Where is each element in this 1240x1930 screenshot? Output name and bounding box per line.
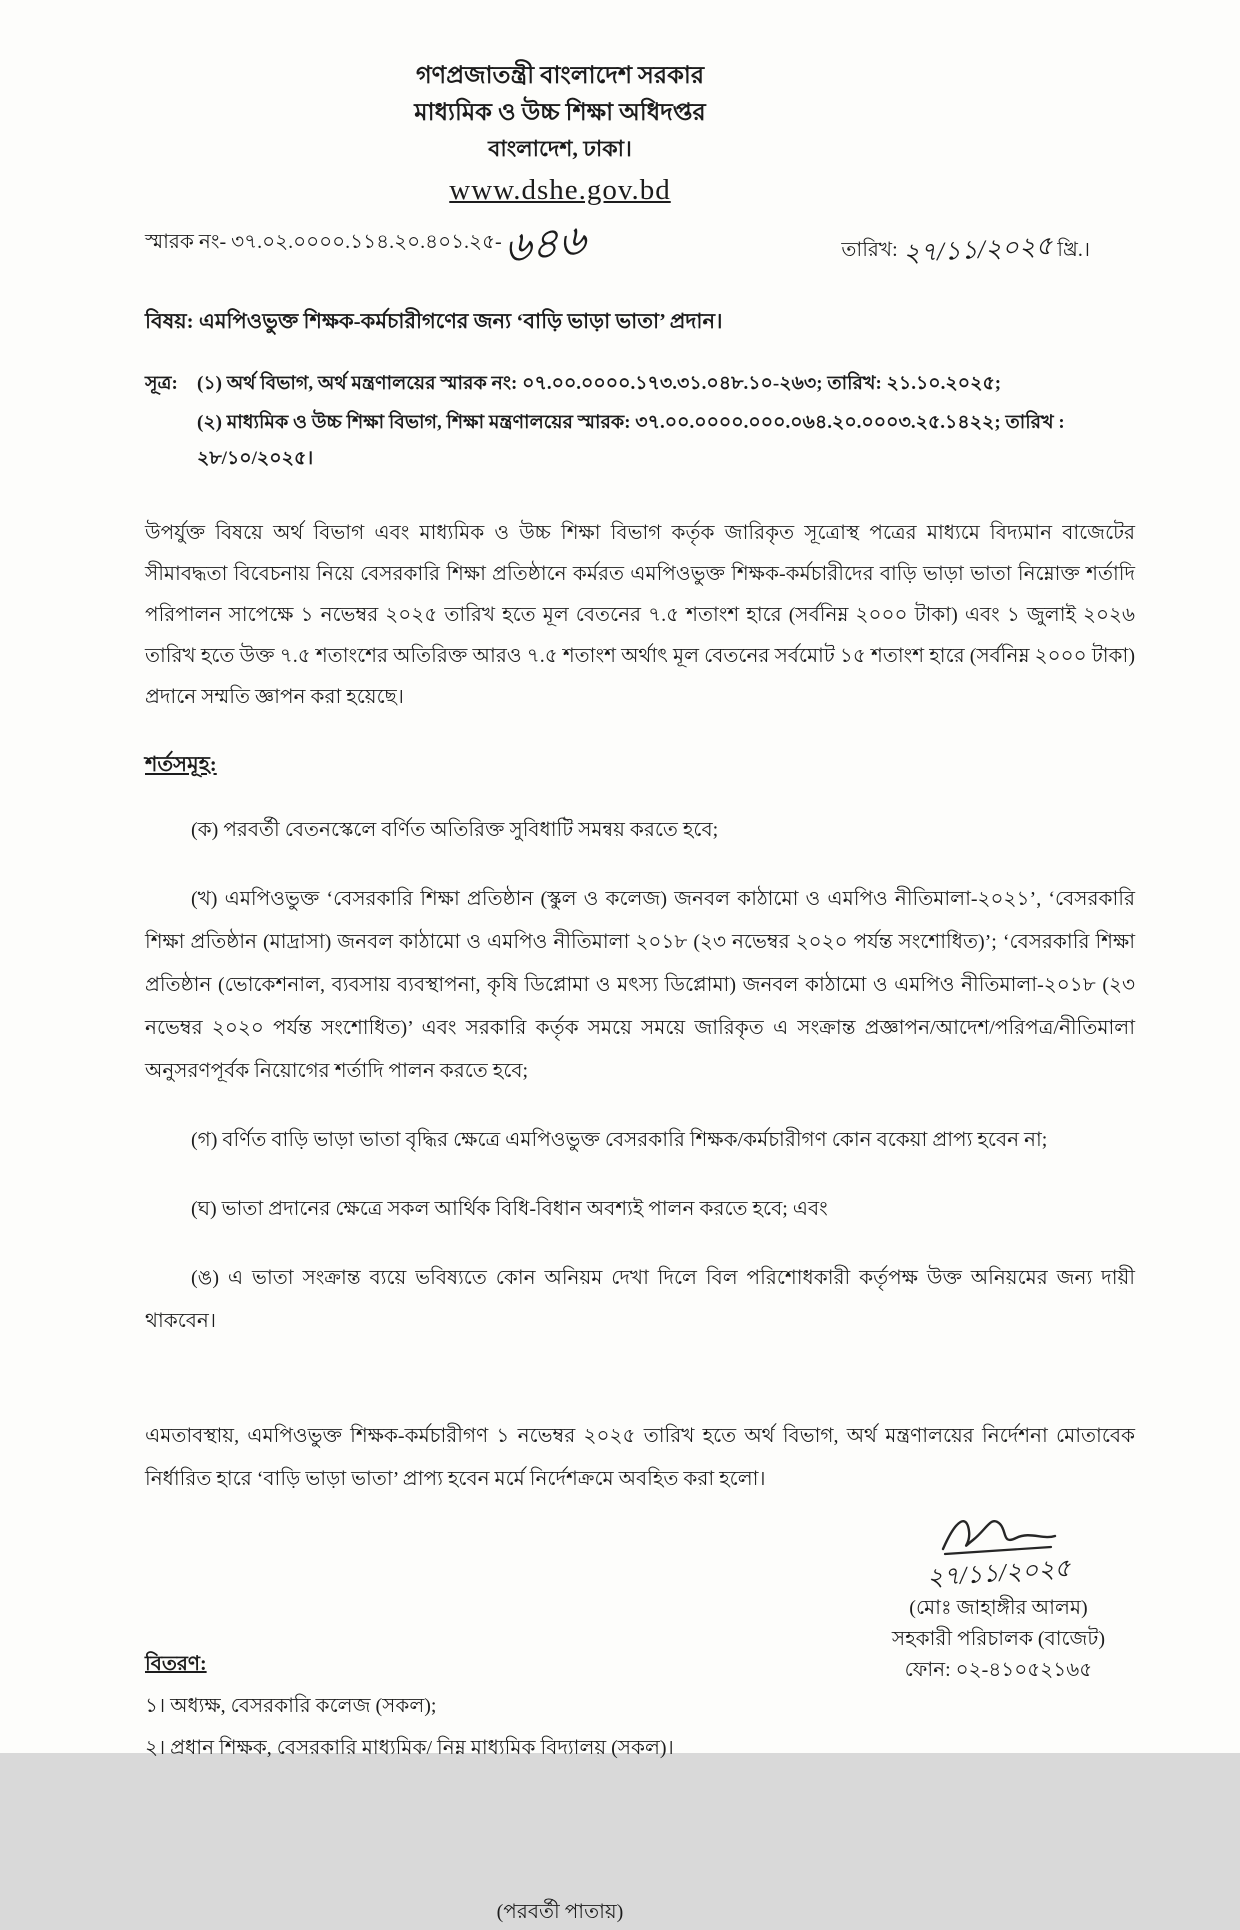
location-line: বাংলাদেশ, ঢাকা। [488, 136, 632, 162]
condition-item-ga: (গ) বর্ণিত বাড়ি ভাড়া ভাতা বৃদ্ধির ক্ষেত্রে এমপিওভুক্ত বেসরকারি শিক্ষক/কর্মচারীগণ কোন বকেয়া প্রাপ্য হবেন না; [191, 1128, 1048, 1151]
distribution-block [145, 1645, 674, 1767]
condition-item-ka: (ক) পরবর্তী বেতনস্কেলে বর্ণিত অতিরিক্ত সুবিধাটি সমন্বয় করতে হবে; [191, 818, 719, 841]
memo-number [145, 218, 586, 273]
signature-and-distribution [145, 1509, 1145, 1839]
memo-number-label: স্মারক নং- ৩৭.০২.০০০০.১১৪.২০.৪০১.২৫- [145, 231, 502, 254]
signatory-name: (মোঃ জাহাঙ্গীর আলম) [909, 1597, 1088, 1620]
signatory-title: সহকারী পরিচালক (বাজেট) [891, 1628, 1105, 1651]
memo-date [841, 227, 1090, 271]
next-page-note: (পরবর্তী পাতায়) [496, 1900, 624, 1923]
distribution-heading: বিতরণ: [145, 1652, 207, 1675]
references-list [197, 366, 1077, 478]
reference-item: (২) মাধ্যমিক ও উচ্চ শিক্ষা বিভাগ, শিক্ষা মন্ত্রণালয়ের স্মারক: ৩৭.০০.০০০০.০০০.০৬৪.২০.০০০৩.২৫.১৪২২; তারিখ : ২৮/১০/২০২৫। [197, 411, 1065, 469]
distribution-item: ১। অধ্যক্ষ, বেসরকারি কলেজ (সকল); [145, 1694, 437, 1717]
conditions-heading: শর্তসমূহ: [145, 751, 217, 776]
reference-item: (১) অর্থ বিভাগ, অর্থ মন্ত্রণালয়ের স্মারক নং: ০৭.০০.০০০০.১৭৩.৩১.০৪৮.১০-২৬৩; তারিখ: ২১.১০.২০২৫; [197, 373, 1002, 395]
signature-date-handwritten: ২৭/১১/২০২৫ [925, 1554, 1072, 1592]
date-handwritten: ২৭/১১/২০২৫ [901, 231, 1053, 269]
signature-block [892, 1509, 1105, 1687]
condition-item-uma: (ঙ) এ ভাতা সংক্রান্ত ব্যয়ে ভবিষ্যতে কোন অনিয়ম দেখা দিলে বিল পরিশোধকারী কর্তৃপক্ষ উক্ত অনিয়মের জন্য দায়ী থাকবেন। [145, 1266, 1135, 1332]
closing-paragraph: এমতাবস্থায়, এমপিওভুক্ত শিক্ষক-কর্মচারীগণ ১ নভেম্বর ২০২৫ তারিখ হতে অর্থ বিভাগ, অর্থ মন্ত্রণালয়ের নির্দেশনা মোতাবেক নির্ধারিত হারে ‘বাড়ি ভাড়া ভাতা’ প্রাপ্য হবেন মর্মে নির্দেশক্রমে অবহিত করা হলো। [145, 1424, 1135, 1490]
condition-item-kha: (খ) এমপিওভুক্ত ‘বেসরকারি শিক্ষা প্রতিষ্ঠান (স্কুল ও কলেজ) জনবল কাঠামো ও এমপিও নীতিমালা-২০২১’, ‘বেসরকারি শিক্ষা প্রতিষ্ঠান (মাদ্রাসা) জনবল কাঠামো ও এমপিও নীতিমালা ২০১৮ (২৩ নভেম্বর ২০২০ পর্যন্ত সংশোধিত)’; ‘বেসরকারি শিক্ষা প্রতিষ্ঠান (ভোকেশনাল, ব্যবসায় ব্যবস্থাপনা, কৃষি ডিপ্লোমা ও মৎস্য ডিপ্লোমা) জনবল কাঠামো ও এমপিও নীতিমালা-২০১৮ (২৩ নভেম্বর ২০২০ পর্যন্ত সংশোধিত)’ এবং সরকারি কর্তৃক সময়ে সময়ে জারিকৃত এ সংক্রান্ত প্রজ্ঞাপন/আদেশ/পরিপত্র/নীতিমালা অনুসরণপূর্বক নিয়োগের শর্তাদি পালন করতে হবে; [145, 887, 1135, 1082]
letterhead [145, 58, 975, 213]
references-block [145, 366, 1145, 478]
memo-number-handwritten: ৬৪৬ [503, 218, 586, 273]
memo-row [145, 218, 1145, 273]
directorate-name: মাধ্যমিক ও উচ্চ শিক্ষা অধিদপ্তর [414, 100, 706, 127]
subject-line: বিষয়: এমপিওভুক্ত শিক্ষক-কর্মচারীগণের জন্য ‘বাড়ি ভাড়া ভাতা’ প্রদান। [145, 309, 723, 334]
date-suffix: খ্রি.। [1057, 239, 1090, 262]
condition-item-gha: (ঘ) ভাতা প্রদানের ক্ষেত্রে সকল আর্থিক বিধি-বিধান অবশ্যই পালন করতে হবে; এবং [191, 1197, 828, 1220]
website-url: www.dshe.gov.bd [449, 174, 671, 207]
date-label: তারিখ: [841, 239, 898, 262]
body-paragraph: উপর্যুক্ত বিষয়ে অর্থ বিভাগ এবং মাধ্যমিক ও উচ্চ শিক্ষা বিভাগ কর্তৃক জারিকৃত সূত্রোস্থ পত্রের মাধ্যমে বিদ্যমান বাজেটের সীমাবদ্ধতা বিবেচনায় নিয়ে বেসরকারি শিক্ষা প্রতিষ্ঠানে কর্মরত এমপিওভুক্ত শিক্ষক-কর্মচারীদের বাড়ি ভাড়া ভাতা নিম্নোক্ত শর্তাদি পরিপালন সাপেক্ষে ১ নভেম্বর ২০২৫ তারিখ হতে মূল বেতনের ৭.৫ শতাংশ হারে (সর্বনিম্ন ২০০০ টাকা) এবং ১ জুলাই ২০২৬ তারিখ হতে উক্ত ৭.৫ শতাংশের অতিরিক্ত আরও ৭.৫ শতাংশ অর্থাৎ মূল বেতনের সর্বমোট ১৫ শতাংশ হারে (সর্বনিম্ন ২০০০ টাকা) প্রদানে সম্মতি জ্ঞাপন করা হয়েছে। [145, 521, 1135, 708]
signatory-phone: ফোন: ০২-৪১০৫২১৬৫ [904, 1659, 1093, 1682]
references-label: সূত্র: [145, 373, 178, 395]
distribution-item: ২। প্রধান শিক্ষক, বেসরকারি মাধ্যমিক/ নিম্ন মাধ্যমিক বিদ্যালয় (সকল)। [145, 1736, 674, 1759]
government-name: গণপ্রজাতন্ত্রী বাংলাদেশ সরকার [415, 63, 705, 89]
